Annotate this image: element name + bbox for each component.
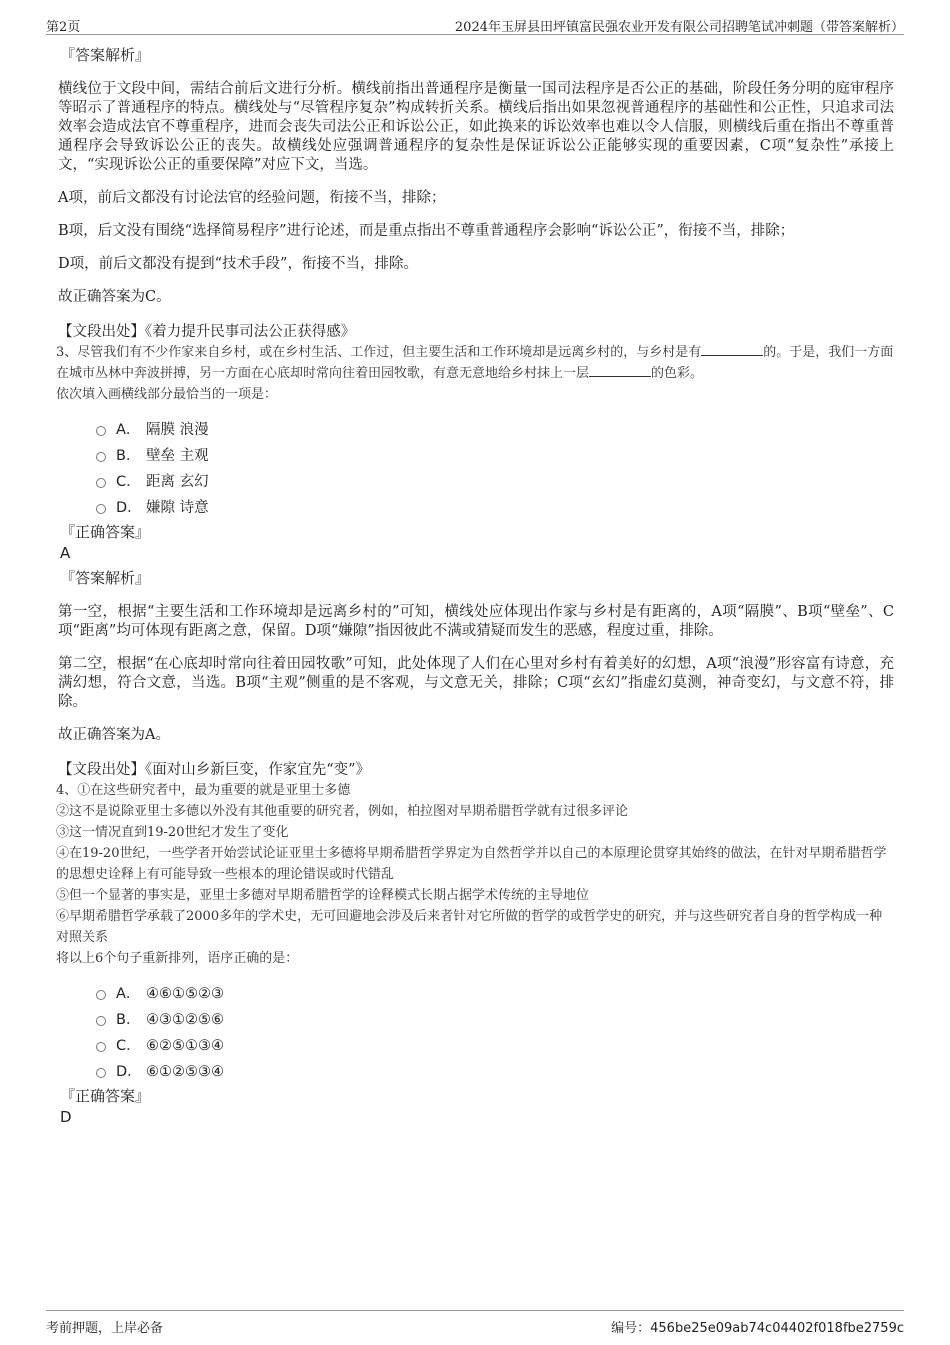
correct-answer-label: 『正确答案』 <box>60 1087 151 1105</box>
correct-answer: D <box>60 1108 72 1126</box>
answer-conclusion: 故正确答案为C。 <box>58 289 171 305</box>
radio-button[interactable] <box>96 452 106 462</box>
document-code: 编号：456be25e09ab74c04402f018fbe2759c <box>611 1321 904 1336</box>
radio-button[interactable] <box>96 504 106 514</box>
sentence-1: 4、①在这些研究者中，最为重要的就是亚里士多德 <box>56 783 351 798</box>
fill-blank <box>701 343 763 356</box>
sentence-3: ③这一情况直到19-20世纪才发生了变化 <box>56 825 289 840</box>
fill-blank <box>589 364 651 377</box>
option-list <box>96 981 894 1085</box>
radio-button[interactable] <box>96 990 106 1000</box>
page-footer <box>46 1310 904 1337</box>
question-instruction: 将以上6个句子重新排列，语序正确的是： <box>56 951 299 966</box>
analysis-paragraph: 第一空，根据“主要生活和工作环境却是远离乡村的”可知，横线处应体现出作家与乡村是有距离的，A项“隔膜”、B项“壁垒”、C项“距离”均可体现有距离之意，保留。D项“嫌隙”指因彼此不满或猜疑而发生的恶感，程度过重，排除。 <box>58 604 894 639</box>
option-b[interactable]: B． 壁垒 主观 <box>96 443 894 469</box>
option-d[interactable]: D． ⑥①②⑤③④ <box>96 1059 894 1085</box>
page-number: 第2页 <box>46 20 81 35</box>
question-instruction: 依次填入画横线部分最恰当的一项是： <box>56 387 278 402</box>
document-title: 2024年玉屏县田坪镇富民强农业开发有限公司招聘笔试冲刺题（带答案解析） <box>454 20 904 35</box>
main-content <box>56 44 894 1127</box>
source-citation: 【文段出处】《面对山乡新巨变，作家宜先“变”》 <box>58 762 371 778</box>
sentence-5: ⑤但一个显著的事实是，亚里士多德对早期希腊哲学的诠释模式长期占据学术传统的主导地位 <box>56 888 590 903</box>
source-citation: 【文段出处】《着力提升民事司法公正获得感》 <box>58 324 356 340</box>
analysis-paragraph: D项，前后文都没有提到“技术手段”，衔接不当，排除。 <box>58 256 418 272</box>
analysis-paragraph: B项，后文没有围绕“选择简易程序”进行论述，而是重点指出不尊重普通程序会影响“诉讼公正”，衔接不当，排除； <box>58 223 795 239</box>
radio-button[interactable] <box>96 1068 106 1078</box>
option-d[interactable]: D． 嫌隙 诗意 <box>96 495 894 521</box>
analysis-paragraph: 横线位于文段中间，需结合前后文进行分析。横线前指出普通程序是衡量一国司法程序是否公正的基础，阶段任务分明的庭审程序等昭示了普通程序的特点。横线处与“尽管程序复杂”构成转折关系。横线后指出如果忽视普通程序的基础性和公正性，只追求司法效率会造成法官不尊重程序，进而会丧失司法公正和诉讼公正，如此换来的诉讼效率也难以令人信服，则横线后重在指出不尊重普通程序会导致诉讼公正的丧失。故横线处应强调普通程序的复杂性是保证诉讼公正能够实现的重要因素，C项“复杂性”承接上文，“实现诉讼公正的重要保障”对应下文，当选。 <box>58 81 894 173</box>
sentence-4: ④在19-20世纪，一些学者开始尝试论证亚里士多德将早期希腊哲学界定为自然哲学并以自己的本原理论贯穿其始终的做法，在针对早期希腊哲学的思想史诠释上有可能导致一些根本的理论错误或时代错乱 <box>56 846 887 882</box>
analysis-label: 『答案解析』 <box>60 569 151 587</box>
radio-button[interactable] <box>96 426 106 436</box>
analysis-paragraph: A项，前后文都没有讨论法官的经验问题，衔接不当，排除； <box>58 190 446 206</box>
question-stem: 3、尽管我们有不少作家来自乡村，或在乡村生活、工作过，但主要生活和工作环境却是远离乡村的，与乡村是有 的。于是，我们一方面在城市丛林中奔波拼搏，另一方面在心底却时常向往着田园牧歌，有意无意地给乡村抹上一层 的色彩。 <box>56 345 894 381</box>
footer-slogan: 考前押题，上岸必备 <box>46 1321 164 1336</box>
radio-button[interactable] <box>96 1042 106 1052</box>
correct-answer-label: 『正确答案』 <box>60 523 151 541</box>
page-header <box>46 14 904 35</box>
answer-conclusion: 故正确答案为A。 <box>58 727 170 743</box>
sentence-6: ⑥早期希腊哲学承载了2000多年的学术史，无可回避地会涉及后来者针对它所做的哲学的或哲学史的研究，并与这些研究者自身的哲学构成一种对照关系 <box>56 909 883 945</box>
option-a[interactable]: A． 隔膜 浪漫 <box>96 417 894 443</box>
option-c[interactable]: C． ⑥②⑤①③④ <box>96 1033 894 1059</box>
analysis-label: 『答案解析』 <box>60 46 151 64</box>
option-list <box>96 417 894 521</box>
option-a[interactable]: A． ④⑥①⑤②③ <box>96 981 894 1007</box>
option-c[interactable]: C． 距离 玄幻 <box>96 469 894 495</box>
radio-button[interactable] <box>96 478 106 488</box>
correct-answer: A <box>60 544 71 562</box>
analysis-paragraph: 第二空，根据“在心底却时常向往着田园牧歌”可知，此处体现了人们在心里对乡村有着美好的幻想，A项“浪漫”形容富有诗意，充满幻想，符合文意，当选。B项“主观”侧重的是不客观，与文意无关，排除；C项“玄幻”指虚幻莫测，神奇变幻，与文意不符，排除。 <box>58 656 894 710</box>
option-b[interactable]: B． ④③①②⑤⑥ <box>96 1007 894 1033</box>
sentence-2: ②这不是说除亚里士多德以外没有其他重要的研究者，例如，柏拉图对早期希腊哲学就有过很多评论 <box>56 804 629 819</box>
radio-button[interactable] <box>96 1016 106 1026</box>
